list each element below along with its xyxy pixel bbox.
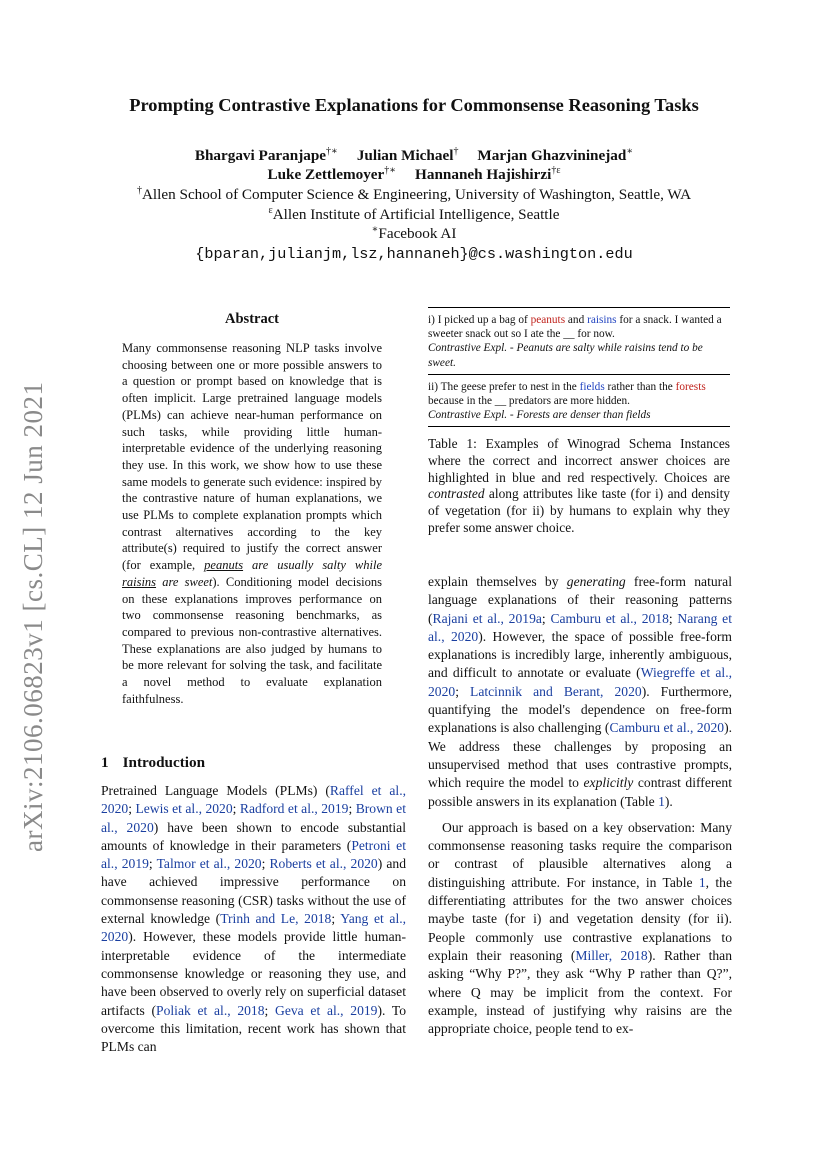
table-text: because in the __ predators are more hidden. — [428, 395, 631, 408]
citation-link[interactable]: Rajani et al., 2019a — [432, 610, 542, 626]
table-text: ii) The geese prefer to nest in the — [428, 380, 580, 393]
abstract-text: ). Conditioning model decisions on these explanations improves performance on two commonsense reasoning benchmarks, as compared to previous non-contrastive alternatives. These explanations are also judged by humans to be more relevant for solving the task, and facilitate a novel method to evaluate explanation faithfulness. — [122, 574, 382, 706]
table-reference-link[interactable]: 1 — [658, 793, 665, 809]
table-1 — [428, 307, 730, 427]
body-text: ; — [264, 1002, 276, 1018]
contrastive-explanation: Contrastive Expl. - Forests are denser than fields — [428, 409, 651, 422]
body-emphasis: explicitly — [583, 775, 634, 791]
citation-link[interactable]: Latcinnik and Berant, 2020 — [470, 683, 642, 699]
table-row — [428, 375, 730, 427]
citation-link[interactable]: Yang et al., 2020 — [101, 911, 407, 945]
author-name: Julian Michael — [356, 147, 454, 164]
wrong-choice: peanuts — [530, 314, 566, 326]
citation-link[interactable]: Camburu et al., 2018 — [550, 610, 669, 626]
author-name: Hannaneh Hajishirzi — [415, 166, 552, 183]
section-title: Introduction — [122, 754, 206, 771]
affiliation-mark: ε — [268, 204, 273, 216]
author-line-1 — [0, 147, 828, 165]
affiliation-text: Allen Institute of Artificial Intelligence, Seattle — [272, 206, 560, 223]
arxiv-identifier: arXiv:2106.06823v1 [cs.CL] 12 Jun 2021 — [18, 381, 48, 852]
body-text: free-form natural language explanations of their reasoning patterns ( — [428, 574, 732, 626]
author-name: Bhargavi Paranjape — [194, 147, 327, 164]
affiliation-3 — [0, 225, 828, 243]
abstract-example: are sweet — [156, 574, 213, 589]
affiliation-mark: ∗ — [371, 223, 379, 235]
author-mark: †∗ — [384, 164, 397, 176]
abstract-example: peanuts — [204, 558, 244, 573]
citation-link[interactable]: Talmor et al., 2020 — [156, 856, 262, 872]
citation-link[interactable]: Brown et al., 2020 — [101, 801, 406, 835]
body-text: ; — [668, 610, 678, 626]
citation-link[interactable]: Roberts et al., 2020 — [269, 856, 378, 872]
abstract-text: Many commonsense reasoning NLP tasks involve choosing between one or more possible answers to a question or prompt based on knowledge that is often implicit. Large pretrained language models (PLMs) can achieve near-human performance on such tasks, while providing little human-interpretable evidence of the underlying reasoning they use. In this work, we show how to use these same models to generate such evidence: inspired by the contrastive nature of human explanations, we use PLMs to complete explanation prompts which contrast alternatives according to the key attribute(s) required to justify the correct answer (for example, — [122, 341, 382, 573]
citation-link[interactable]: Narang et al., 2020 — [428, 610, 732, 644]
affiliation-1 — [0, 186, 828, 204]
author-line-2 — [0, 166, 828, 184]
body-text: ; — [455, 683, 471, 699]
table-reference-link[interactable]: 1 — [698, 874, 706, 890]
citation-link[interactable]: Raffel et al., 2020 — [101, 783, 406, 817]
body-text: ). However, the space of possible free-form explanations is incredibly large, inherently ambiguous, and difficult to annotate or evaluate ( — [428, 628, 732, 681]
caption-text: Table 1: Examples of Winograd Schema Instances where the correct and incorrect answer choices are highlighted in blue and red respectively. Choices are — [428, 436, 730, 485]
body-text: explain themselves by — [428, 574, 567, 589]
body-text: ). — [664, 793, 673, 809]
citation-link[interactable]: Wiegreffe et al., 2020 — [428, 665, 733, 699]
paper-title: Prompting Contrastive Explanations for Commonsense Reasoning Tasks — [129, 95, 699, 115]
affiliation-2 — [0, 206, 828, 224]
body-text: ). Furthermore, quantifying the model's dependence on free-form explanations is also challenging ( — [428, 683, 732, 736]
body-text: , the differentiating attributes for the two answer choices maybe taste (for i) and vegetation density (for ii). People commonly use contrastive explanations to explain their reasoning ( — [428, 874, 732, 963]
citation-link[interactable]: Radford et al., 2019 — [239, 801, 349, 817]
body-text: ). To overcome this limitation, recent work has shown that PLMs can — [101, 1002, 407, 1055]
affiliation-mark: † — [136, 184, 142, 196]
citation-link[interactable]: Poliak et al., 2018 — [156, 1002, 265, 1018]
abstract-example: raisins — [122, 574, 157, 589]
right-column — [428, 573, 732, 1038]
correct-choice: raisins — [587, 314, 617, 326]
correct-choice: fields — [579, 380, 605, 393]
author-emails: {bparan,julianjm,lsz,hannaneh}@cs.washington.edu — [195, 245, 633, 263]
body-text: Our approach is based on a key observation: Many commonsense reasoning tasks require the comparison or contrast of plausible alternatives along a distinguishing attribute. For instance, in Table — [428, 819, 732, 890]
body-text: ; — [261, 856, 270, 872]
body-text: ; — [232, 801, 240, 817]
author-mark: ∗ — [626, 145, 634, 157]
body-text: ; — [541, 610, 551, 626]
author-mark: †∗ — [326, 145, 338, 157]
body-text: ). Rather than asking “Why P?”, they ask “Why P rather than Q?”, where Q may be implicit from the context. For example, instead of justifying why raisins are the appropriate choice, people tend to ex- — [428, 947, 732, 1037]
intro-paragraph — [101, 782, 406, 1056]
body-text: contrast different possible answers in its explanation (Table — [428, 775, 732, 809]
body-text: ; — [128, 801, 136, 817]
citation-link[interactable]: Petroni et al., 2019 — [101, 837, 406, 872]
contrastive-explanation: Contrastive Expl. - Peanuts are salty while raisins tend to be sweet. — [428, 342, 703, 369]
affiliation-text: Allen School of Computer Science & Engineering, University of Washington, Seattle, WA — [141, 186, 692, 203]
caption-text: along attributes like taste (for i) and density of vegetation (for ii) by humans to explain why they prefer some answer choice. — [428, 486, 730, 535]
abstract-heading: Abstract — [225, 311, 279, 327]
wrong-choice: forests — [675, 380, 706, 393]
table-text: rather than the — [604, 380, 676, 393]
body-text: ; — [148, 856, 157, 872]
body-text: ) have been shown to encode substantial amounts of knowledge in their parameters ( — [101, 819, 406, 853]
table-text: and — [565, 314, 588, 326]
section-number: 1 — [101, 754, 109, 771]
citation-link[interactable]: Geva et al., 2019 — [275, 1002, 378, 1018]
body-paragraph — [428, 819, 732, 1039]
caption-emphasis: contrasted — [428, 486, 485, 502]
body-text: ). We address these challenges by proposing an unsupervised method that uses contrastive prompts, which require the model to — [428, 720, 732, 791]
affiliation-text: Facebook AI — [378, 225, 457, 242]
citation-link[interactable]: Lewis et al., 2020 — [135, 801, 233, 817]
citation-link[interactable]: Miller, 2018 — [575, 947, 648, 963]
table-row — [428, 308, 730, 374]
body-text: ; — [348, 801, 356, 817]
body-emphasis: generating — [566, 574, 626, 589]
table-text: for a snack. I wanted a sweeter snack out so I ate the __ for now. — [428, 314, 722, 341]
abstract-example: are usually salty while — [243, 558, 382, 573]
table-caption — [428, 436, 730, 537]
author-mark: †ε — [551, 164, 561, 176]
author-mark: † — [453, 145, 459, 157]
body-paragraph — [428, 573, 732, 811]
body-text: ). However, these models provide little human-interpretable evidence of the intermediate commonsense knowledge or reasoning they use, and have been observed to overly rely on superficial dataset artifacts ( — [101, 929, 406, 1018]
body-text: ; — [331, 911, 341, 927]
author-name: Marjan Ghazvininejad — [477, 147, 627, 164]
citation-link[interactable]: Trinh and Le, 2018 — [220, 911, 332, 927]
section-heading — [101, 754, 205, 772]
abstract-body — [122, 340, 382, 707]
body-text: Pretrained Language Models (PLMs) ( — [101, 783, 330, 798]
table-text: i) I picked up a bag of — [428, 314, 531, 326]
body-text: ) and have achieved impressive performance on commonsense reasoning (CSR) tasks without the use of external knowledge ( — [101, 856, 406, 927]
citation-link[interactable]: Camburu et al., 2020 — [609, 720, 725, 736]
author-name: Luke Zettlemoyer — [267, 166, 385, 183]
